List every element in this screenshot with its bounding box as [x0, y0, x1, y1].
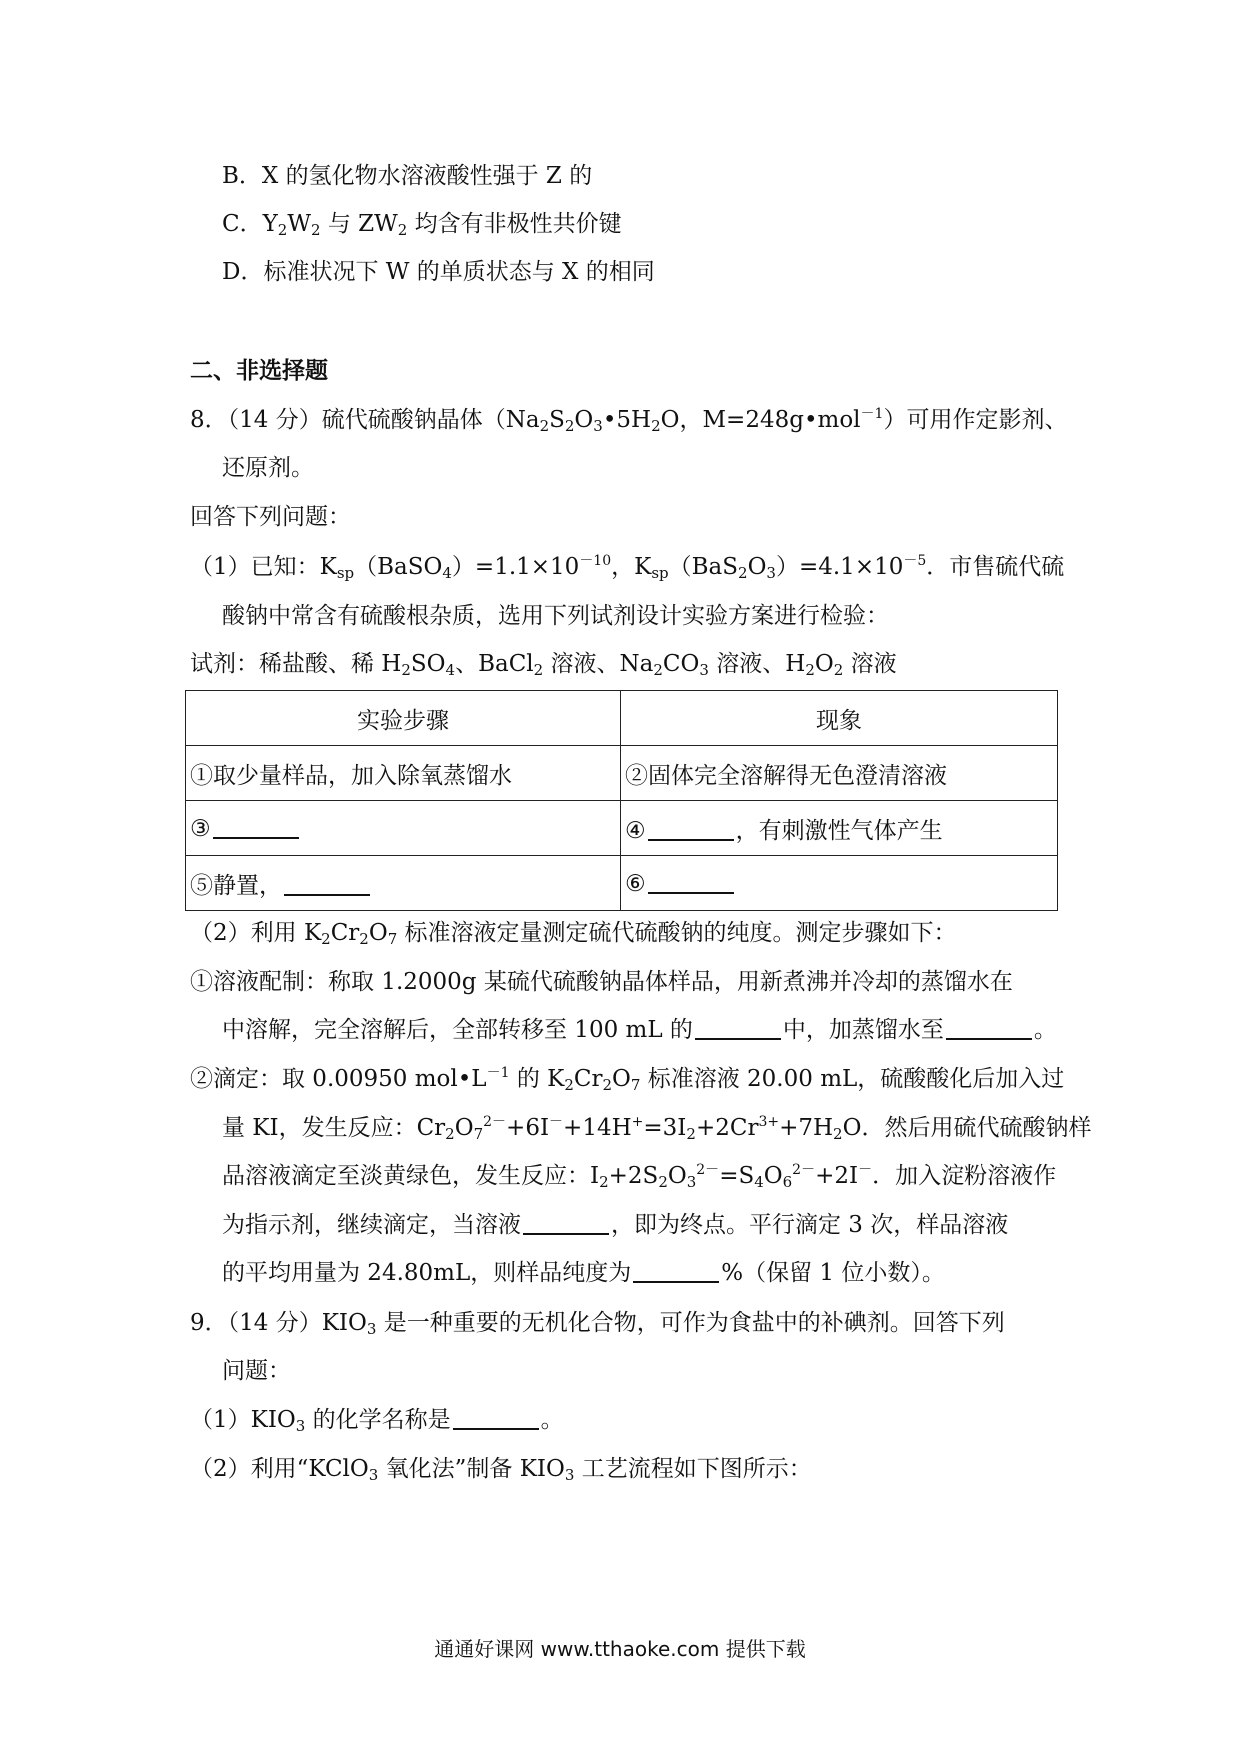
answer-blank[interactable]: [523, 1211, 609, 1235]
q8-reagents: 试剂：稀盐酸、稀 $H_2SO_4$、BaCl$_2$ 溶液、$Na_2CO_3$ 溶液、$H_2O_2$ 溶液: [190, 651, 897, 679]
q8-step1-line1: ①溶液配制：称取 1.2000g 某硫代硫酸钠晶体样品，用新煮沸并冷却的蒸馏水在: [190, 969, 1013, 995]
q8-line1: 8．（14 分）硫代硫酸钠晶体（$Na_2S_2O_3•5H_2O$，M=248g•mol$^{-1}$）可用作定影剂、: [190, 406, 1068, 435]
table-header-row: [186, 691, 1058, 746]
q8-part2: （2）利用 $K_2Cr_2O_7$ 标准溶液定量测定硫代硫酸钠的纯度。测定步骤如下：: [190, 920, 957, 948]
q8-answer-intro: 回答下列问题：: [190, 504, 351, 530]
q8-step2-line3: 品溶液滴定至淡黄绿色，发生反应：$I_2+2S_2O_3^{2-}=S_4O_6^{2-}+2I^-$．加入淀粉溶液作: [222, 1162, 1057, 1191]
answer-blank[interactable]: [284, 872, 370, 896]
experiment-table: [185, 690, 1058, 911]
answer-blank[interactable]: [946, 1016, 1032, 1040]
table-row: [186, 856, 1058, 911]
table-row: [186, 746, 1058, 801]
q8-step2-line2: 量 KI，发生反应：$Cr_2O_7^{2-}+6I^-+14H^+=3I_2+2Cr^{3+}+7H_2O$．然后用硫代硫酸钠样: [222, 1114, 1092, 1143]
q8-step2-line4: 为指示剂，继续滴定，当溶液 ，即为终点。平行滴定 3 次，样品溶液: [222, 1212, 1009, 1238]
section-title: 二、非选择题: [190, 358, 328, 384]
table-row: [186, 801, 1058, 856]
q8-step1-line2: 中溶解，完全溶解后，全部转移至 100 mL 的 中，加蒸馏水至 。: [222, 1017, 1057, 1043]
table-header-step: 实验步骤: [186, 691, 621, 746]
answer-blank[interactable]: [648, 817, 734, 841]
q8-part1-line1: （1）已知：$K_{sp}(BaSO_4)=1.1\times 10^{-10}$，$K_{sp}(BaS_2O_3)=4.1\times 10^{-5}$．市售硫代硫: [190, 553, 1065, 582]
q8-line2: 还原剂。: [222, 455, 314, 481]
page-footer: 通通好课网 www.tthaoke.com 提供下载: [434, 1637, 806, 1661]
table-header-phenomenon: 现象: [621, 691, 1058, 746]
answer-blank[interactable]: [648, 870, 734, 894]
answer-blank[interactable]: [695, 1016, 781, 1040]
q8-step2-line5: 的平均用量为 24.80mL，则样品纯度为 %（保留 1 位小数）。: [222, 1260, 945, 1286]
q9-line1: 9．（14 分）$KIO_3$ 是一种重要的无机化合物，可作为食盐中的补碘剂。回答下列: [190, 1310, 1005, 1338]
option-d: D．标准状况下 W 的单质状态与 X 的相同: [222, 259, 655, 285]
answer-blank[interactable]: [453, 1406, 539, 1430]
table-cell-phenomenon: ②固体完全溶解得无色澄清溶液: [621, 746, 1058, 801]
table-cell-step: ③: [186, 801, 621, 856]
answer-blank[interactable]: [213, 815, 299, 839]
table-cell-phenomenon: ⑥: [621, 856, 1058, 911]
option-c: C．$Y_2W_2$ 与 $ZW_2$ 均含有非极性共价键: [222, 211, 622, 239]
q9-part2: （2）利用“KClO$_3$ 氧化法”制备 $KIO_3$ 工艺流程如下图所示：: [190, 1456, 812, 1484]
q8-step2-line1: ②滴定：取 0.00950 $mol•L^{-1}$ 的 $K_2Cr_2O_7$ 标准溶液 20.00 mL，硫酸酸化后加入过: [190, 1065, 1065, 1094]
table-cell-step: ⑤静置，: [186, 856, 621, 911]
table-cell-step: ①取少量样品，加入除氧蒸馏水: [186, 746, 621, 801]
table-cell-phenomenon: ④ ，有刺激性气体产生: [621, 801, 1058, 856]
q9-part1: $(1)KIO_3$ 的化学名称是 。: [190, 1407, 564, 1435]
answer-blank[interactable]: [633, 1259, 719, 1283]
q8-part1-line2: 酸钠中常含有硫酸根杂质，选用下列试剂设计实验方案进行检验：: [222, 603, 889, 629]
q9-line2: 问题：: [222, 1358, 291, 1384]
option-b: B．X 的氢化物水溶液酸性强于 Z 的: [222, 163, 593, 189]
